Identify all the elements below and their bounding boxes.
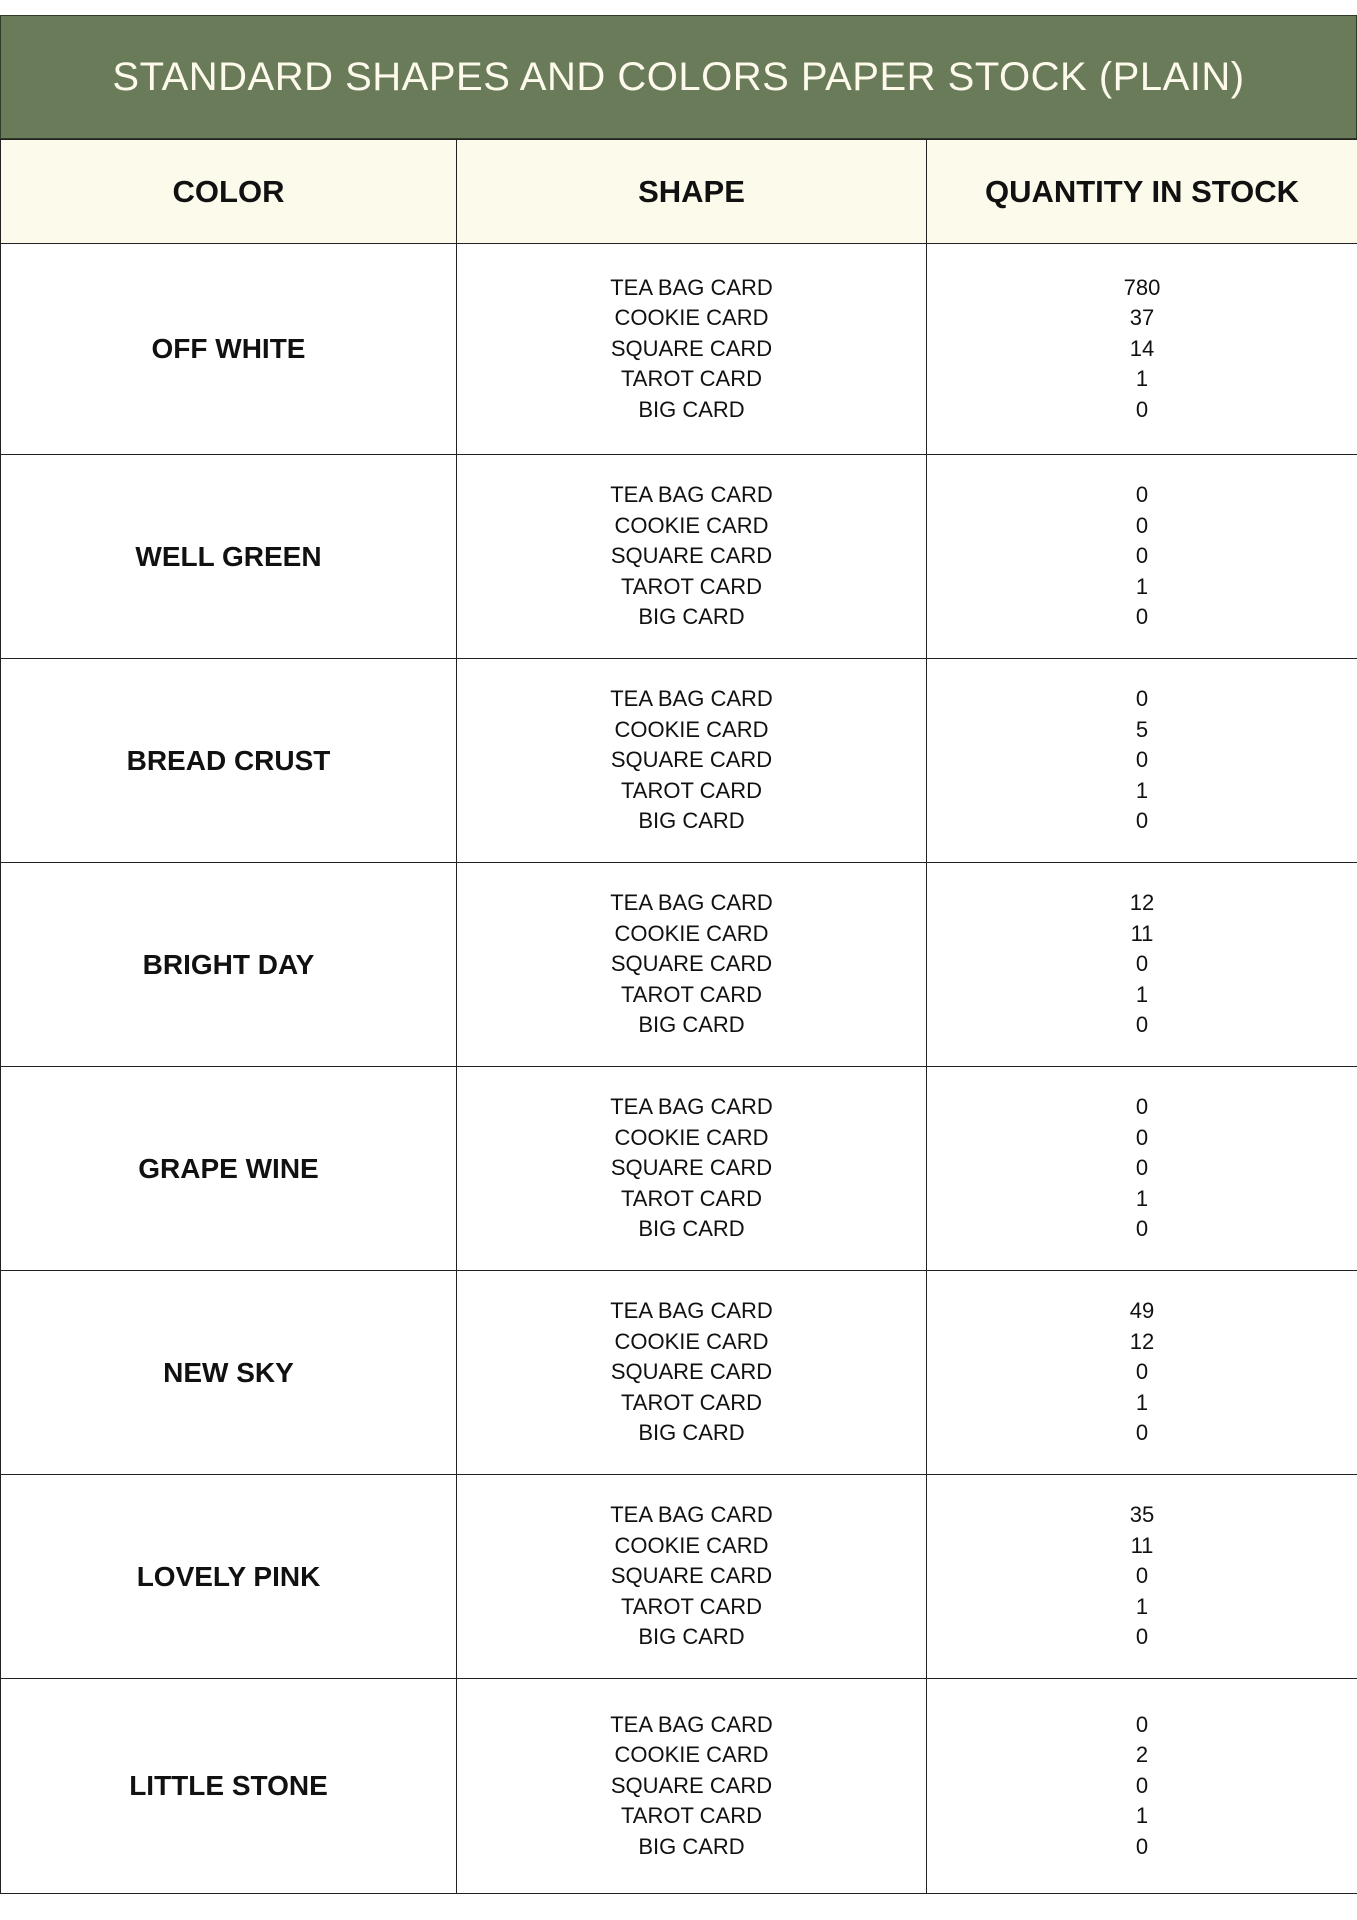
shape-item: COOKIE CARD (614, 512, 769, 538)
quantity-item: 0 (1135, 1155, 1149, 1181)
shape-item: COOKIE CARD (614, 716, 769, 742)
quantity-cell (927, 1271, 1357, 1475)
table-row (1, 863, 1357, 1067)
shape-cell (457, 1475, 927, 1679)
quantity-item: 1 (1135, 1185, 1149, 1211)
shape-item: TEA BAG CARD (610, 482, 773, 508)
shape-cell (457, 1679, 927, 1894)
table-row (1, 659, 1357, 863)
quantity-list (927, 1500, 1357, 1652)
quantity-list (927, 480, 1357, 632)
quantity-item: 2 (1135, 1742, 1149, 1768)
table-row (1, 455, 1357, 659)
quantity-item: 0 (1135, 1420, 1149, 1446)
quantity-list (927, 1710, 1357, 1862)
shape-item: TAROT CARD (621, 1389, 762, 1415)
quantity-item: 1 (1135, 1389, 1149, 1415)
shape-list (457, 1092, 926, 1244)
header-row (1, 140, 1357, 244)
shape-item: TEA BAG CARD (610, 890, 773, 916)
header-shape: SHAPE (457, 140, 927, 244)
color-cell (1, 455, 457, 659)
shape-item: BIG CARD (638, 1624, 745, 1650)
quantity-item: 0 (1135, 512, 1149, 538)
quantity-item: 5 (1135, 716, 1149, 742)
table-row (1, 1475, 1357, 1679)
color-name: LOVELY PINK (136, 1560, 321, 1592)
table-row (1, 1271, 1357, 1475)
shape-item: TEA BAG CARD (610, 274, 773, 300)
quantity-item: 0 (1135, 1124, 1149, 1150)
quantity-item: 0 (1135, 1624, 1149, 1650)
quantity-item: 0 (1135, 747, 1149, 773)
color-cell (1, 1067, 457, 1271)
quantity-item: 0 (1135, 1711, 1149, 1737)
shape-item: SQUARE CARD (610, 1359, 773, 1385)
quantity-list (927, 1092, 1357, 1244)
quantity-item: 1 (1135, 981, 1149, 1007)
shape-item: TAROT CARD (621, 366, 762, 392)
shape-cell (457, 244, 927, 455)
quantity-item: 0 (1135, 1012, 1149, 1038)
page-title: STANDARD SHAPES AND COLORS PAPER STOCK (PLAIN) (112, 54, 1245, 99)
table-body (1, 244, 1357, 1894)
shape-item: COOKIE CARD (614, 1742, 769, 1768)
quantity-cell (927, 1679, 1357, 1894)
shape-item: BIG CARD (638, 1833, 745, 1859)
color-cell (1, 659, 457, 863)
quantity-list (927, 684, 1357, 836)
shape-item: BIG CARD (638, 1420, 745, 1446)
shape-list (457, 480, 926, 632)
quantity-cell (927, 455, 1357, 659)
shape-item: COOKIE CARD (614, 1328, 769, 1354)
color-name: WELL GREEN (135, 540, 322, 572)
shape-cell (457, 1271, 927, 1475)
quantity-item: 0 (1135, 1833, 1149, 1859)
quantity-item: 12 (1129, 1328, 1155, 1354)
color-cell (1, 1679, 457, 1894)
quantity-cell (927, 1067, 1357, 1271)
shape-item: COOKIE CARD (614, 920, 769, 946)
shape-item: COOKIE CARD (614, 305, 769, 331)
quantity-item: 35 (1129, 1502, 1155, 1528)
quantity-item: 1 (1135, 1593, 1149, 1619)
quantity-item: 780 (1123, 274, 1161, 300)
quantity-item: 0 (1135, 396, 1149, 422)
quantity-cell (927, 244, 1357, 455)
color-name: NEW SKY (163, 1356, 294, 1388)
shape-item: TEA BAG CARD (610, 1298, 773, 1324)
quantity-cell (927, 659, 1357, 863)
shape-cell (457, 455, 927, 659)
color-name: GRAPE WINE (138, 1152, 319, 1184)
quantity-item: 1 (1135, 777, 1149, 803)
quantity-item: 0 (1135, 1094, 1149, 1120)
shape-item: TEA BAG CARD (610, 1711, 773, 1737)
shape-list (457, 1296, 926, 1448)
quantity-cell (927, 1475, 1357, 1679)
shape-cell (457, 863, 927, 1067)
shape-item: TAROT CARD (621, 573, 762, 599)
shape-item: SQUARE CARD (610, 1563, 773, 1589)
shape-item: BIG CARD (638, 1012, 745, 1038)
quantity-list (927, 888, 1357, 1040)
color-cell (1, 1475, 457, 1679)
shape-list (457, 1710, 926, 1862)
quantity-item: 0 (1135, 604, 1149, 630)
color-name: BREAD CRUST (126, 744, 331, 776)
quantity-item: 0 (1135, 951, 1149, 977)
header-color: COLOR (1, 140, 457, 244)
shape-item: BIG CARD (638, 604, 745, 630)
shape-item: TAROT CARD (621, 777, 762, 803)
shape-item: SQUARE CARD (610, 335, 773, 361)
color-name: BRIGHT DAY (142, 948, 315, 980)
shape-item: BIG CARD (638, 1216, 745, 1242)
shape-item: SQUARE CARD (610, 1772, 773, 1798)
shape-item: SQUARE CARD (610, 543, 773, 569)
shape-item: TAROT CARD (621, 1185, 762, 1211)
shape-list (457, 273, 926, 425)
color-cell (1, 863, 457, 1067)
quantity-item: 0 (1135, 808, 1149, 834)
shape-cell (457, 1067, 927, 1271)
shape-item: TEA BAG CARD (610, 1094, 773, 1120)
quantity-item: 0 (1135, 686, 1149, 712)
table-row (1, 244, 1357, 455)
shape-item: COOKIE CARD (614, 1532, 769, 1558)
quantity-item: 14 (1129, 335, 1155, 361)
shape-list (457, 684, 926, 836)
quantity-list (927, 273, 1357, 425)
quantity-cell (927, 863, 1357, 1067)
shape-item: TAROT CARD (621, 1593, 762, 1619)
quantity-item: 0 (1135, 1772, 1149, 1798)
shape-list (457, 1500, 926, 1652)
quantity-item: 49 (1129, 1298, 1155, 1324)
quantity-list (927, 1296, 1357, 1448)
quantity-item: 11 (1130, 1532, 1154, 1558)
shape-cell (457, 659, 927, 863)
shape-item: COOKIE CARD (614, 1124, 769, 1150)
quantity-item: 11 (1130, 920, 1154, 946)
shape-item: TAROT CARD (621, 981, 762, 1007)
shape-item: TEA BAG CARD (610, 686, 773, 712)
quantity-item: 0 (1135, 1563, 1149, 1589)
title-bar (0, 15, 1357, 139)
shape-item: BIG CARD (638, 808, 745, 834)
quantity-item: 1 (1135, 1803, 1149, 1829)
shape-item: TEA BAG CARD (610, 1502, 773, 1528)
color-name: LITTLE STONE (129, 1770, 328, 1801)
quantity-item: 0 (1135, 482, 1149, 508)
shape-item: SQUARE CARD (610, 951, 773, 977)
quantity-item: 0 (1135, 1216, 1149, 1242)
shape-item: BIG CARD (638, 396, 745, 422)
color-cell (1, 1271, 457, 1475)
shape-item: SQUARE CARD (610, 747, 773, 773)
table-row (1, 1679, 1357, 1894)
shape-item: SQUARE CARD (610, 1155, 773, 1181)
color-name: OFF WHITE (151, 333, 306, 364)
quantity-item: 1 (1135, 573, 1149, 599)
quantity-item: 0 (1135, 1359, 1149, 1385)
quantity-item: 37 (1129, 305, 1155, 331)
stock-table (0, 139, 1357, 1894)
shape-item: TAROT CARD (621, 1803, 762, 1829)
table-row (1, 1067, 1357, 1271)
quantity-item: 12 (1129, 890, 1155, 916)
color-cell (1, 244, 457, 455)
quantity-item: 0 (1135, 543, 1149, 569)
shape-list (457, 888, 926, 1040)
header-quantity: QUANTITY IN STOCK (927, 140, 1357, 244)
quantity-item: 1 (1135, 366, 1149, 392)
stock-sheet (0, 15, 1357, 1894)
